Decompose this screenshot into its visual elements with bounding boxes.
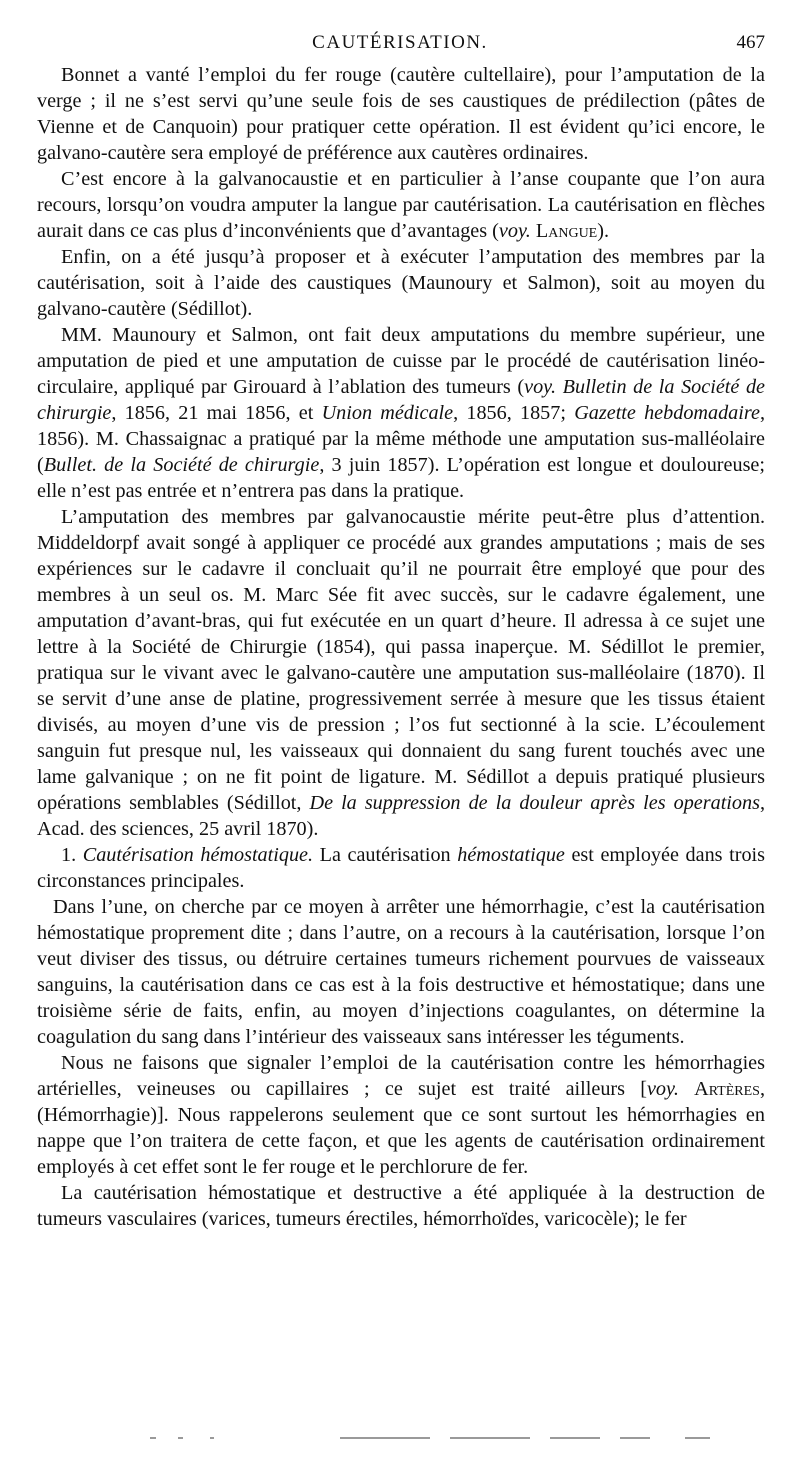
paragraph (37, 504, 765, 842)
body-text (37, 62, 765, 1232)
paragraph (37, 322, 765, 504)
text-run: , 1856, 21 mai 1856, et (111, 402, 322, 424)
page-header (35, 32, 765, 58)
text-run: est employée dans trois circonstances principales. (37, 844, 766, 892)
text-run: Bonnet a vanté l’emploi du fer rouge (cautère cultellaire), pour l’amputation de la verge ; il ne s’est servi qu’une seule fois de ses caustiques de prédilection (pâtes de Vienne et de Canquoin) pour pratiquer cette opération. Il est évident qu’ici encore, le galvano-cautère sera employé de préférence aux cautères ordinaires. (37, 64, 765, 164)
paragraph (37, 1180, 765, 1232)
small-caps-text: Artères (694, 1078, 760, 1100)
italic-text: hémostatique (457, 844, 565, 866)
italic-text: De la suppression de la douleur après les operations (309, 792, 760, 814)
text-run: Dans l’une, on cherche par ce moyen à arrêter une hémorrhagie, c’est la cautérisation hémostatique proprement dite ; dans l’autre, on a recours à la cautérisation, lorsque l’on veut diviser des tissus, ou détruire certaines tumeurs richement pourvues de vaisseaux sanguins, la cautérisation dans ce cas est à la fois destructive et hémostatique; dans une troisième série de faits, enfin, au moyen d’injections coagulantes, on détermine la coagulation du sang dans l’intérieur des vaisseaux sans intéresser les téguments. (37, 896, 765, 1048)
text-run: , 1856). M. Chassaignac a pratiqué par la même méthode une amputation sus-malléolaire ( (37, 402, 765, 476)
small-caps-text: Langue (535, 220, 598, 242)
text-run (679, 1078, 694, 1100)
text-run: Enfin, on a été jusqu’à proposer et à exécuter l’amputation des membres par la cautérisation, soit à l’aide des caustiques (Maunoury et Salmon), soit au moyen du galvano-cautère (Sédillot). (37, 246, 765, 320)
page-number: 467 (736, 32, 765, 53)
text-run: MM. Maunoury et Salmon, ont fait deux amputations du membre supérieur, une amputation de pied et une amputation de cuisse par le procédé de cautérisation linéo-circulaire, appliqué par Girouard à l’ablation des tumeurs ( (37, 324, 765, 398)
paragraph (37, 894, 765, 1050)
paragraph (37, 842, 765, 894)
text-run: ). (597, 220, 610, 242)
running-title: CAUTÉRISATION. (312, 32, 488, 53)
text-run: , Acad. des sciences, 25 avril 1870). (37, 792, 766, 840)
paragraph (37, 166, 765, 244)
italic-text: Cautérisation hémostatique. (82, 844, 314, 866)
text-run: , 3 juin 1857). L’opération est longue et douloureuse; elle n’est pas entrée et n’entrera pas dans la pratique. (37, 454, 765, 502)
text-run: , 1856, 1857; (453, 402, 575, 424)
bottom-print-noise (150, 1434, 710, 1442)
paragraph (37, 1050, 765, 1180)
italic-text: Bullet. de la Société de chirurgie (43, 454, 320, 476)
text-run: Nous ne faisons que signaler l’emploi de la cautérisation contre les hémorrhagies artérielles, veineuses ou capillaires ; ce sujet est traité ailleurs [ (37, 1052, 765, 1100)
text-run: 1. (61, 844, 83, 866)
text-run: La cautérisation (313, 844, 458, 866)
italic-text: voy. (498, 220, 531, 242)
italic-text: Union médicale (321, 402, 454, 424)
paragraph (37, 62, 765, 166)
italic-text: Gazette hebdomadaire (574, 402, 760, 424)
paragraph (37, 244, 765, 322)
text-run: C’est encore à la galvanocaustie et en particulier à l’anse coupante que l’on aura recours, lorsqu’on voudra amputer la langue par cautérisation. La cautérisation en flèches aurait dans ce cas plus d’inconvénients que d’avantages ( (37, 168, 765, 242)
italic-text: voy. (646, 1078, 679, 1100)
text-run: , (Hémorrhagie)]. Nous rappelerons seulement que ce sont surtout les hémorrhagies en nappe que l’on traitera de cette façon, et que les agents de cautérisation ordinairement employés à cet effet sont le fer rouge et le perchlorure de fer. (37, 1078, 766, 1178)
text-run: La cautérisation hémostatique et destructive a été appliquée à la destruction de tumeurs vasculaires (varices, tumeurs érectiles, hémorrhoïdes, varicocèle); le fer (37, 1182, 765, 1230)
text-run: L’amputation des membres par galvanocaustie mérite peut-être plus d’attention. Middeldorpf avait songé à appliquer ce procédé aux grandes amputations ; mais de ses expériences sur le cadavre il concluait qu’il ne pourrait être employé que pour des membres à un seul os. M. Marc Sée fit avec succès, sur le cadavre également, une amputation d’avant-bras, qui fut exécutée en un quart d’heure. Il adressa à ce sujet une lettre à la Société de Chirurgie (1854), qui passa inaperçue. M. Sédillot le premier, pratiqua sur le vivant avec le galvano-cautère une amputation sus-malléolaire (1870). Il se servit d’une anse de platine, progressivement serrée à mesure que les tissus étaient divisés, au moyen d’une vis de pression ; l’os fut sectionné à la scie. L’écoulement sanguin fut presque nul, les vaisseaux qui donnaient du sang furent touchés avec une lame galvanique ; on ne fit point de ligature. M. Sédillot a depuis pratiqué plusieurs opérations semblables (Sédillot, (37, 506, 765, 814)
italic-text: voy. Bulletin de la Société de chirurgie (37, 376, 765, 424)
